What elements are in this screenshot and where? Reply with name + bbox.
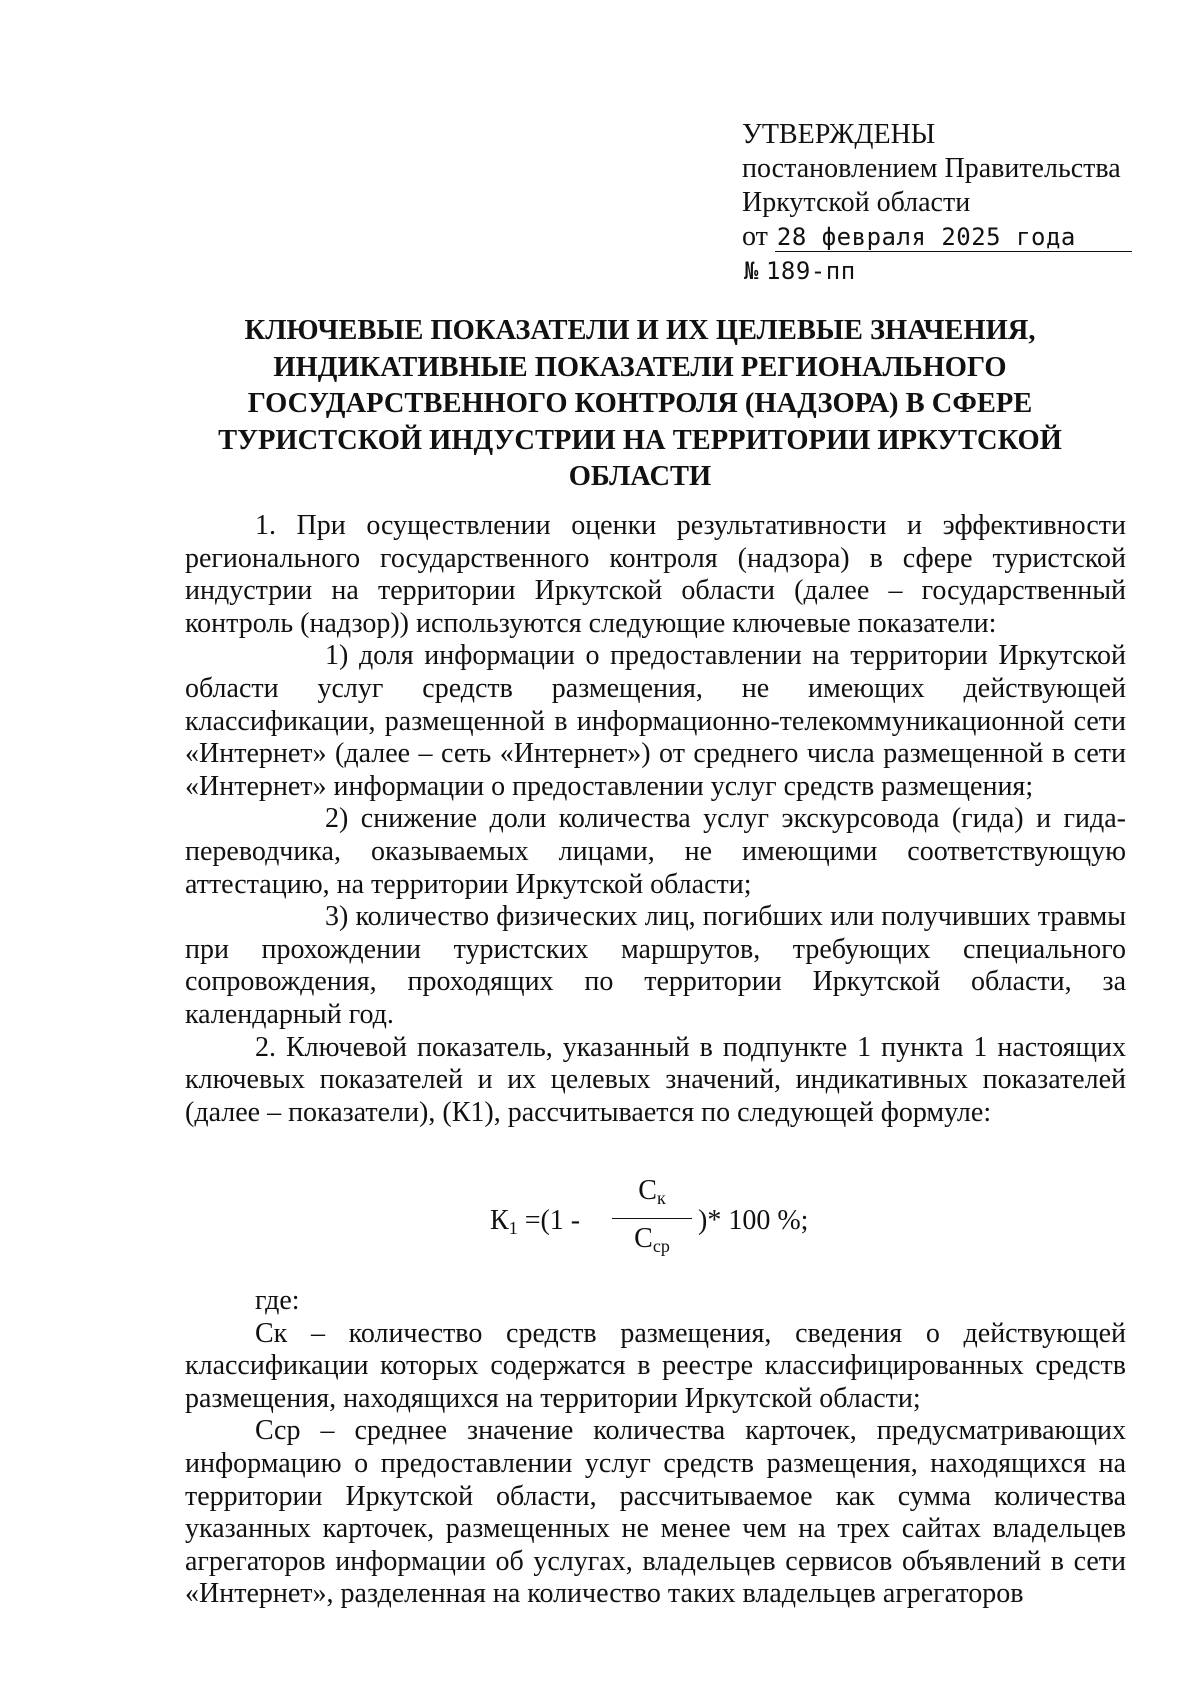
title-line-3: ГОСУДАРСТВЕННОГО КОНТРОЛЯ (НАДЗОРА) В СФЕРЕ (247, 388, 1033, 419)
approval-number: 189-пп (765, 257, 856, 285)
title-line-1: КЛЮЧЕВЫЕ ПОКАЗАТЕЛИ И ИХ ЦЕЛЕВЫЕ ЗНАЧЕНИЯ, (244, 315, 1036, 346)
list-item-2-text: снижение доли количества услуг экскурсовода (гида) и гида-переводчика, оказываемых лицами, не имеющими соответствующую аттестацию, на территории Иркутской области; (185, 803, 1126, 900)
list-item-2-number: 2) (325, 803, 349, 835)
formula-k1 (490, 1175, 910, 1265)
formula-fraction (612, 1175, 692, 1262)
definition-ccp: Сср – среднее значение количества карточек, предусматривающих информацию о предоставлении услуг средств размещения, находящихся на территории Иркутской области, рассчитываемое как сумма количества указанных карточек, размещенных не менее чем на трех сайтах владельцев агрегаторов информации об услугах, владельцев сервисов объявлений в сети «Интернет», разделенная на количество таких владельцев агрегаторов (185, 1415, 1126, 1610)
title-line-4: ТУРИСТСКОЙ ИНДУСТРИИ НА ТЕРРИТОРИИ ИРКУТСКОЙ (218, 424, 1062, 456)
paragraph-2: 2. Ключевой показатель, указанный в подпункте 1 пункта 1 настоящих ключевых показателей и их целевых значений, индикативных показателей (далее – показатели), (К1), рассчитывается по следующей формуле: (185, 1031, 1126, 1128)
approval-status: УТВЕРЖДЕНЫ (742, 119, 936, 150)
approval-number-row (742, 254, 1132, 288)
numerator-subscript: к (656, 1188, 666, 1208)
formula-k-symbol: К (490, 1205, 509, 1236)
list-item-1-text: доля информации о предоставлении на территории Иркутской области услуг средств размещения, не имеющих действующей классификации, размещенной в информационно-телекоммуникационной сети «Интернет» (далее – сеть «Интернет») от среднего числа размещенной в сети «Интернет» информации о предоставлении услуг средств размещения; (185, 640, 1126, 802)
formula-rhs: )* 100 %; (698, 1205, 809, 1236)
approval-block (742, 118, 1132, 288)
formula-k-subscript: 1 (508, 1218, 518, 1238)
list-item-3-text: количество физических лиц, погибших или получивших травмы при прохождении туристских маршрутов, требующих специального сопровождения, проходящих по территории Иркутской области, за календарный год. (185, 901, 1127, 1030)
numerator-symbol: С (638, 1175, 657, 1206)
formula-lhs-rest: =(1 - (517, 1205, 581, 1236)
approval-date: 28 февраля 2025 года (775, 223, 1132, 252)
formula-denominator (612, 1223, 692, 1262)
definitions-block (185, 1285, 1126, 1611)
fraction-bar (612, 1218, 692, 1219)
date-prefix: от (742, 221, 768, 252)
definition-ck: Ск – количество средств размещения, сведения о действующей классификации которых содержатся в реестре классифицированных средств размещения, находящихся на территории Иркутской области; (185, 1317, 1126, 1414)
approval-date-row (742, 220, 1132, 254)
list-item-3 (185, 901, 1126, 1031)
title-line-5: ОБЛАСТИ (568, 461, 712, 492)
where-label: где: (255, 1285, 300, 1316)
list-item-1 (185, 640, 1126, 803)
document-body (185, 510, 1126, 1129)
approval-decree-line: постановлением Правительства (742, 153, 1121, 184)
denominator-subscript: ср (652, 1236, 670, 1256)
list-item-2 (185, 803, 1126, 901)
paragraph-1: 1. При осуществлении оценки результативности и эффективности регионального государственного контроля (надзора) в сфере туристской индустрии на территории Иркутской области (далее – государственный контроль (надзор)) используются следующие ключевые показатели: (185, 510, 1126, 639)
formula-lhs (490, 1205, 580, 1239)
denominator-symbol: С (634, 1223, 653, 1254)
title-line-2: ИНДИКАТИВНЫЕ ПОКАЗАТЕЛИ РЕГИОНАЛЬНОГО (273, 351, 1007, 383)
formula-numerator (612, 1175, 692, 1214)
approval-region-line: Иркутской области (742, 187, 971, 218)
list-item-1-number: 1) (325, 640, 349, 672)
document-title (160, 313, 1120, 496)
list-item-3-number: 3) (325, 901, 349, 933)
number-prefix: № (744, 257, 759, 285)
